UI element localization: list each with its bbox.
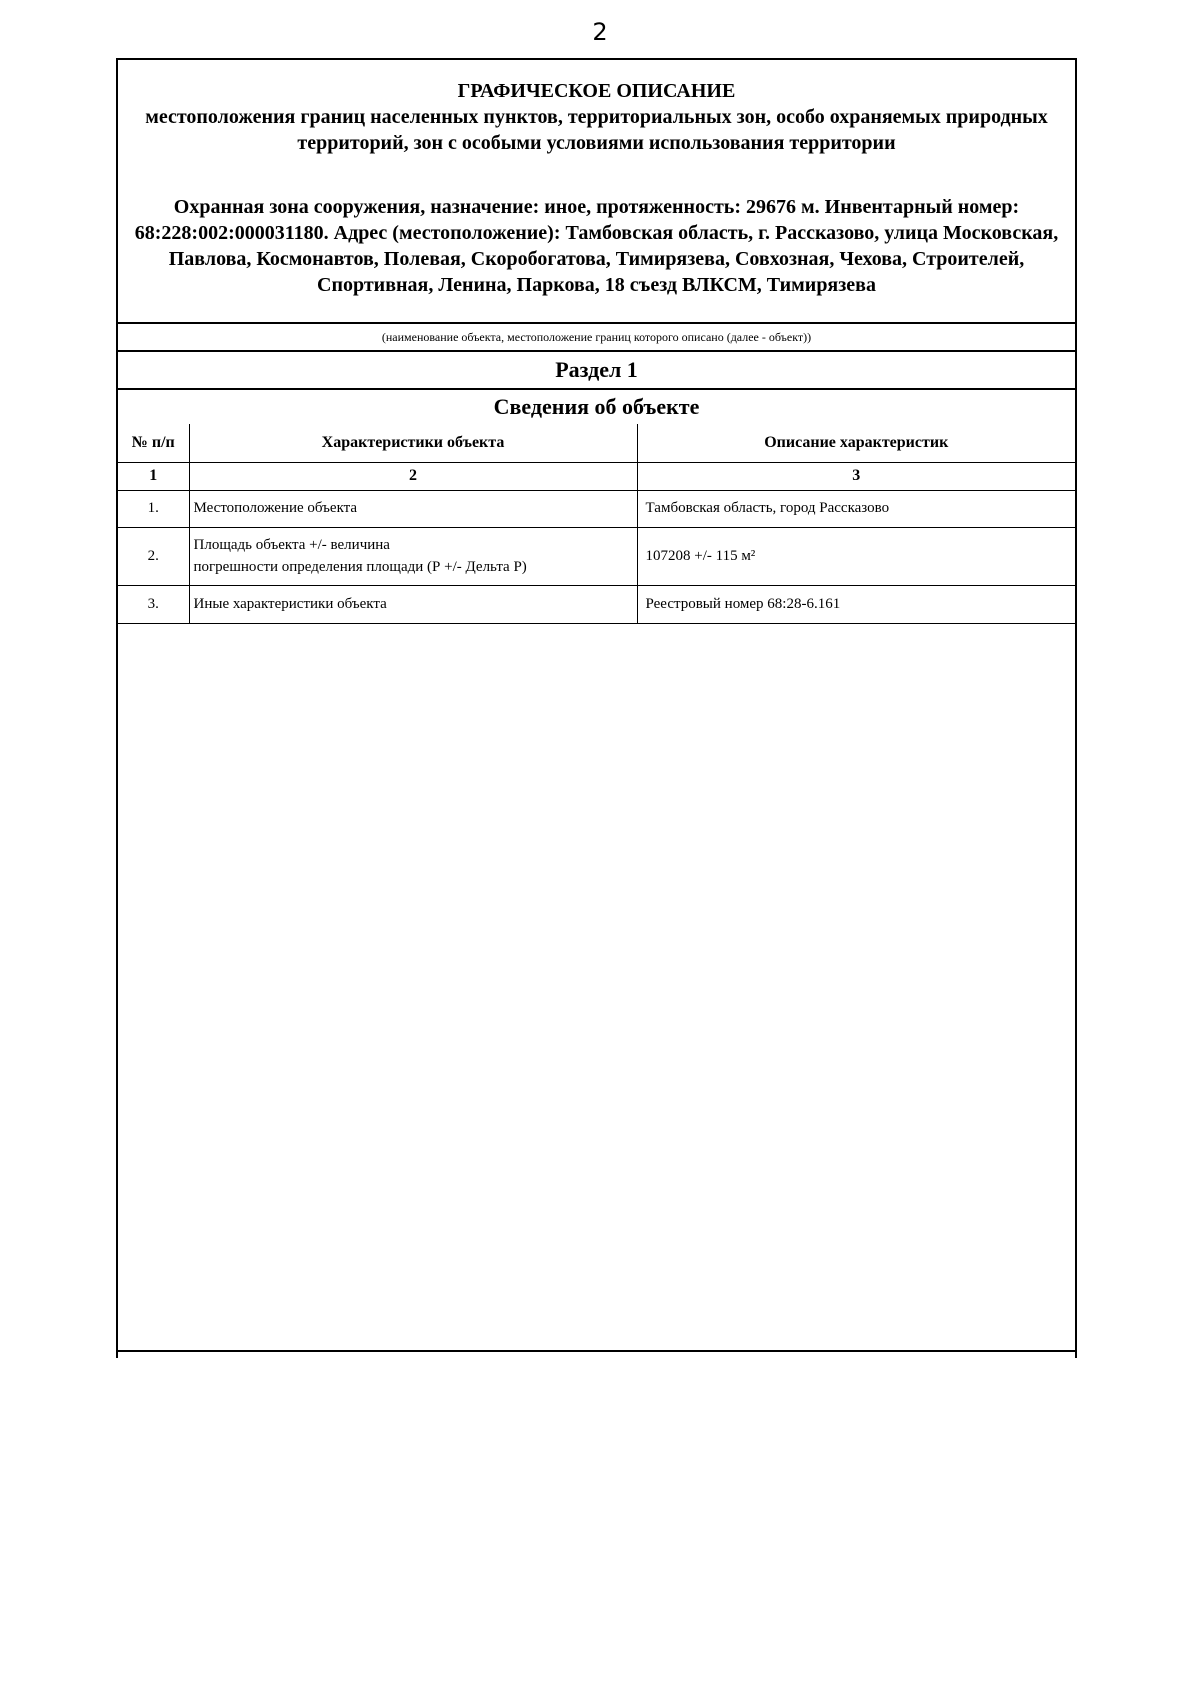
row-number: 2.: [118, 527, 189, 585]
row-characteristic-line: Площадь объекта +/- величина: [193, 537, 390, 553]
column-number-cell: 1: [118, 462, 189, 490]
frame-corner-mark: [1075, 1350, 1077, 1358]
row-characteristic: Иные характеристики объекта: [189, 585, 637, 623]
table-row: [118, 585, 1075, 623]
frame-corner-mark: [116, 1350, 118, 1358]
object-info-table: [118, 424, 1075, 624]
column-number-cell: 3: [637, 462, 1075, 490]
document-subtitle: местоположения границ населенных пунктов, территориальных зон, особо охраняемых природных территорий, зон с особыми условиями использования территории: [145, 106, 1048, 154]
section-title: Раздел 1: [555, 357, 638, 382]
table-row: [118, 527, 1075, 585]
row-description: Тамбовская область, город Рассказово: [637, 490, 1075, 527]
document-frame: [116, 58, 1077, 1352]
row-number: 1.: [118, 490, 189, 527]
frame-bottom-border: [116, 1350, 1077, 1352]
header-cell-characteristic: Характеристики объекта: [189, 424, 637, 462]
row-characteristic-line: погрешности определения площади (Р +/- Дельта Р): [193, 559, 527, 575]
header-cell-description: Описание характеристик: [637, 424, 1075, 462]
row-description: 107208 +/- 115 м²: [637, 527, 1075, 585]
row-characteristic: Местоположение объекта: [189, 490, 637, 527]
table-column-numbers-row: [118, 462, 1075, 490]
object-name: Охранная зона сооружения, назначение: иное, протяженность: 29676 м. Инвентарный номер: 68:228:002:000031180. Адрес (местоположение): Тамбовская область, г. Рассказово, улица Московская, Павлова, Космонавтов, Полевая, Скоробогатова, Тимирязева, Совхозная, Чехова, Строителей, Спортивная, Ленина, Паркова, 18 съезд ВЛКСМ, Тимирязева: [134, 196, 1059, 296]
row-characteristic: [189, 527, 637, 585]
page-number: 2: [592, 18, 608, 46]
row-description: Реестровый номер 68:28-6.161: [637, 585, 1075, 623]
table-row: [118, 490, 1075, 527]
header-cell-number: № п/п: [118, 424, 189, 462]
document-header: [118, 60, 1075, 322]
table-header-row: [118, 424, 1075, 462]
section-subtitle: Сведения об объекте: [493, 394, 700, 419]
column-number-cell: 2: [189, 462, 637, 490]
object-caption: (наименование объекта, местоположение границ которого описано (далее - объект)): [381, 330, 812, 344]
row-number: 3.: [118, 585, 189, 623]
document-title: ГРАФИЧЕСКОЕ ОПИСАНИЕ: [457, 80, 736, 102]
